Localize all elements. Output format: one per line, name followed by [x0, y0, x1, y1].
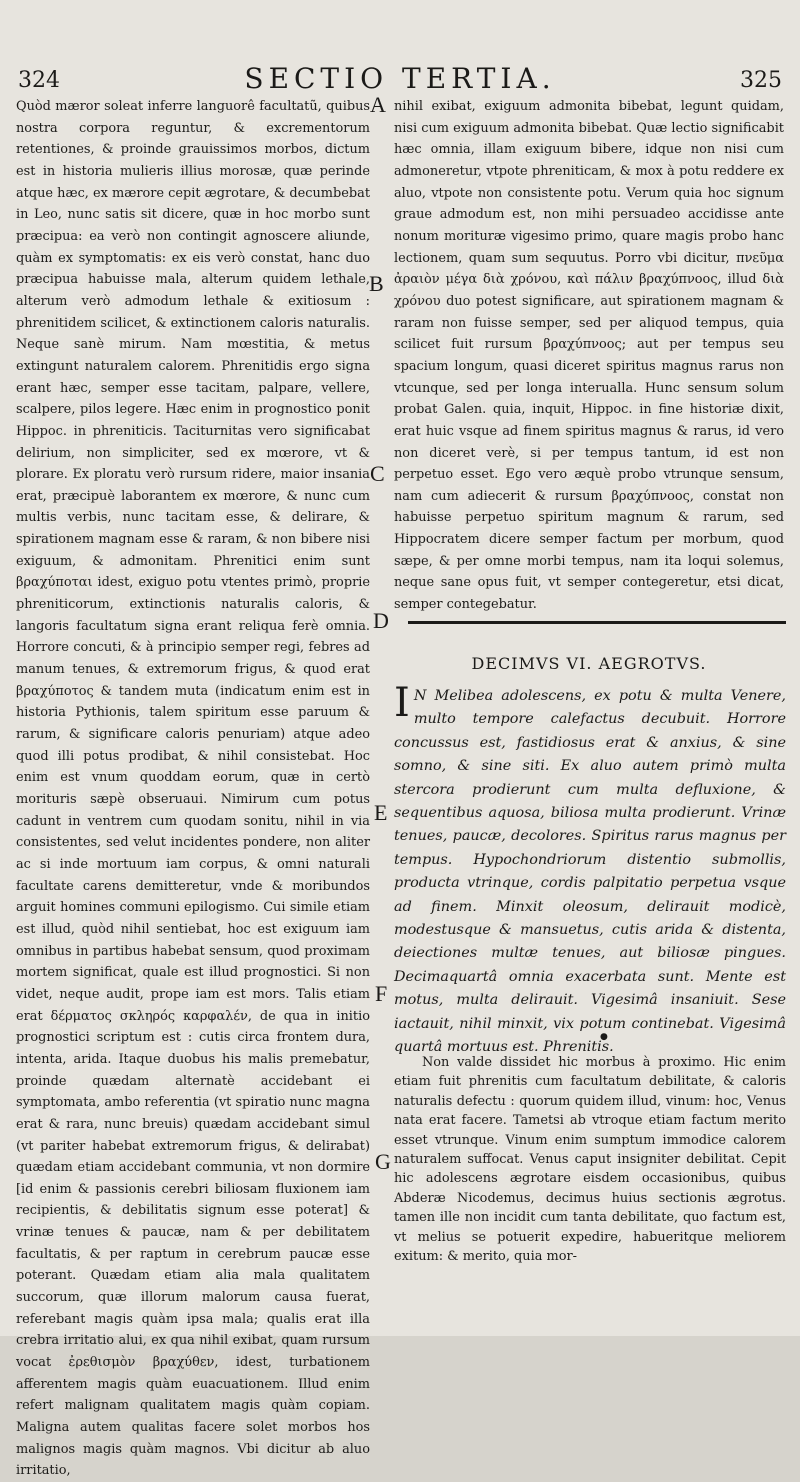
- margin-letter-d: D: [373, 608, 389, 633]
- margin-letter-f: F: [375, 981, 388, 1006]
- page-number-right: 325: [740, 68, 782, 93]
- section-title: DECIMVS VI. AEGROTVS.: [471, 654, 707, 673]
- margin-letter-b: B: [369, 271, 384, 296]
- margin-letter-g: G: [375, 1149, 391, 1174]
- right-column-text: nihil exibat, exiguum admonita bibebat, legunt quidam, nisi cum exiguum admonita bibebat. Quæ lectio significabit hæc omnia, illam exiguum bibere, idque non nisi cum admoneretur, vtpote phreniticam, & mox à potu reddere ex aluo, vtpote non consistente potu. Verum quia hoc signum graue admodum est, non mihi persuadeo accidisse ante nonum morituræ vigesimo primo, quare magis probo hanc lectionem, quam sum sequutus. Porro vbi dicitur, πνεῦμα ἀραιὸν μέγα διὰ χρόνου, καὶ πάλιν βραχύπνοος, illud διὰ χρόνου duo potest significare, aut spirationem magnam & raram non fuisse semper, sed per aliquod tempus, quia scilicet fuit rursum βραχύπνοος; aut per tempus seu spacium longum, quasi diceret spiritus magnus rarus non vtcunque, sed per longa interualla. Hunc sensum solum probat Galen. quia, inquit, Hippoc. in fine historiæ dixit, erat huic vsque ad finem spiritus magnus & rarus, id vero non diceret verè, si per tempus tantum, id est non perpetuo esset. Ego vero æquè probo vtrunque sensum, nam cum adiecerit & rursum βραχύπνοος, constat non habuisse perpetuo spiritum magnum & rarum, sed Hippocratem dicere semper factum per morbum, quod sæpe, & per omne morbi tempus, nam ita loqui solemus, neque sane opus fuit, vt semper contegeretur, etsi dicat, semper contegebatur.: [394, 99, 784, 613]
- left-column: [16, 96, 370, 1482]
- margin-letter-a: A: [370, 92, 386, 117]
- case-text: N Melibea adolescens, ex potu & multa Venere, multo tempore calefactus decubuit. Horrore concussus est, fastidiosus erat & anxius, & sine somno, & sine siti. Ex aluo autem primò multa stercora prodierunt cum multa defluxione, & sequentibus aquosa, biliosa multa prodierunt. Vrinæ tenues, paucæ, decolores. Spiritus rarus magnus per tempus. Hypochondriorum distentio submollis, producta vtrinque, cordis palpitatio perpetua vsque ad finem. Minxit oleosum, delirauit modicè, modestusque & mansuetus, cutis arida & distenta, deiectiones multæ tenues, aut biliosæ pingues. Decimaquartâ omnia exacerbata sunt. Mente est motus, multa delirauit. Vigesimâ insaniuit. Sese iactauit, nihil minxit, vix potum continebat. Vigesimâ quartâ mortuus est. Phrenitis.: [394, 688, 786, 1056]
- running-head: SECTIO TERTIA.: [244, 62, 556, 95]
- margin-letter-e: E: [374, 800, 388, 825]
- ornament-dot-icon: ●: [600, 1032, 608, 1042]
- page-number-left: 324: [18, 68, 60, 93]
- case-description: [394, 680, 786, 1060]
- left-column-text: Quòd mæror soleat inferre languorê facultatũ, quibus nostra corpora reguntur, & excrementorum retentiones, & proinde grauissimos morbos, dictum est in historia mulieris illius morosæ, quæ perinde atque hæc, ex mærore cepit ægrotare, & decumbebat in Leo, nunc satis sit dicere, quæ in hoc morbo sunt præcipua: ea verò non contingit agnoscere aliunde, quàm ex symptomatis: ex eis verò constat, hanc duo præcipua habuisse mala, alterum quidem lethale, alterum verò admodum lethale & exitiosum : phrenitidem scilicet, & extinctionem caloris naturalis. Neque sanè mirum. Nam mœstitia, & metus extingunt naturalem calorem. Phrenitidis ergo signa erant hæc, semper esse tacitam, palpare, vellere, scalpere, pilos legere. Hæc enim in prognostico ponit Hippoc. in phreniticis. Taciturnitas vero significabat delirium, non simpliciter, sed ex mœrore, vt & plorare. Ex ploratu verò rursum ridere, maior insania erat, præcipuè laborantem ex mœrore, & nunc cum multis verbis, nunc tacitam esse, & delirare, & spirationem magnam esse & raram, & non bibere nisi exiguum, & admonitam. Phrenitici enim sunt βραχύποται idest, exiguo potu vtentes primò, proprie phreniticorum, extinctionis naturalis caloris, & langoris facultatum signa erant reliqua ferè omnia. Horrore concuti, & à principio semper regi, febres ad manum tenues, & extremorum frigus, & quod erat βραχύποτος & tandem muta (indicatum enim est in historia Pythionis, talem spiritum esse paruum & rarum, & significare caloris penuriam) atque adeo quod illi potus prodibat, & nihil consistebat. Hoc enim est vnum quoddam eorum, quæ in certò morituris sæpè obseruaui. Nimirum cum potus cadunt in ventrem cum quodam sonitu, nihil in via consistentes, sed velut incidentes pondere, non aliter ac si inde mortuum iam corpus, & omni naturali facultate carens demitteretur, vnde & moribundos arguit homines communi epilogismo. Cui simile etiam est illud, quòd nihil sentiebat, hoc est exiguum iam omnibus in partibus habebat sensum, quod proximam mortem significat, quale est illud prognostici. Si non videt, neque audit, prope iam est mors. Talis etiam erat δέρματος σκληρός καρφαλέν, de qua in initio prognostici scriptum est : cutis circa frontem dura, intenta, arida. Itaque duobus his malis premebatur, proinde quædam alternatè accidebant ei symptomata, ambo referentia (vt spiratio nunc magna erat & rara, nunc breuis) quædam accidebant simul (vt pariter habebat extremorum frigus, & delirabat) quædam etiam accidebant communia, vt non dormire [id enim & passionis cerebri biliosam fluxionem iam recipientis, & debilitatis signum esse poterat] & vrinæ tenues & paucæ, nam & per debilitatem facultatis, & per raptum in cerebrum paucæ esse poterant. Quædam etiam alia mala qualitatem succorum, quæ illorum malorum causa fuerat, referebant magis quàm ipsa mala; qualis erat illa crebra irritatio alui, ex qua nihil exibat, quam rursum vocat ἐρεθισμὸν βραχύθεν, idest, turbationem afferentem magis quàm euacuationem. Illud enim refert malignam qualitatem magis quàm copiam. Maligna autem qualitas facere solet morbos hos malignos magis quàm magnos. Vbi dicitur ab aluo irritatio,: [16, 99, 370, 1479]
- commentary-paragraph: Non valde dissidet hic morbus à proximo. Hic enim etiam fuit phrenitis cum facultatum debilitate, & caloris naturalis defectu : quorum quidem illud, vinum: hoc, Venus nata erat facere. Tametsi ab vtroque etiam factum merito esset vtrunque. Vinum enim sumptum immodice calorem naturalem suffocat. Venus caput insigniter debilitat. Cepit hic adolescens ægrotare eisdem occasionibus, quibus Abderæ Nicodemus, decimus huius sectionis ægrotus. tamen ille non incidit cum tanta debilitate, quo factum est, vt melius se potuerit expedire, habueritque meliorem exitum: & merito, quia mor-: [394, 1055, 786, 1265]
- drop-cap: I: [394, 680, 410, 726]
- right-column-top: [394, 96, 784, 616]
- page-header: [18, 62, 782, 98]
- section-divider: [408, 621, 786, 624]
- margin-letter-c: C: [370, 461, 385, 486]
